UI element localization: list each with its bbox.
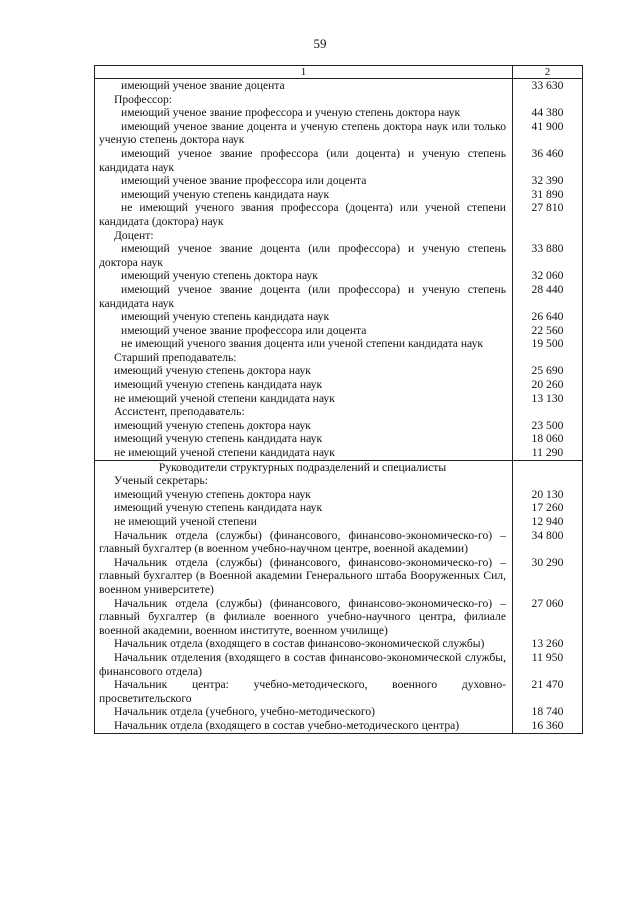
position-description: имеющий ученую степень доктора наук	[95, 488, 513, 502]
salary-value: 33 880	[513, 242, 583, 269]
salary-value: 36 460	[513, 147, 583, 174]
table-row	[95, 419, 583, 433]
column-header-2: 2	[513, 66, 583, 79]
position-description: Доцент:	[95, 229, 513, 243]
salary-value	[513, 93, 583, 107]
table-row	[95, 556, 583, 597]
section-title-row	[95, 460, 583, 474]
salary-value: 12 940	[513, 515, 583, 529]
position-description: имеющий ученую степень кандидата наук	[95, 432, 513, 446]
salary-value: 17 260	[513, 501, 583, 515]
table-row	[95, 597, 583, 638]
salary-value: 34 800	[513, 529, 583, 556]
table-row	[95, 719, 583, 733]
position-description: имеющий ученое звание доцента (или профессора) и ученую степень кандидата наук	[95, 283, 513, 310]
position-description: Начальник отдела (службы) (финансового, финансово-экономическо-го) – главный бухгалтер (в Военной академии Генерального штаба Вооруженных Сил, военном университете)	[95, 556, 513, 597]
table-row	[95, 501, 583, 515]
table-row	[95, 269, 583, 283]
section-header	[95, 460, 583, 474]
position-description: имеющий ученое звание профессора или доцента	[95, 174, 513, 188]
table-row	[95, 392, 583, 406]
section-title: Руководители структурных подразделений и специалисты	[95, 460, 513, 474]
table-row	[95, 310, 583, 324]
position-description: имеющий ученое звание профессора или доцента	[95, 324, 513, 338]
table-row	[95, 529, 583, 556]
table-row	[95, 147, 583, 174]
table-row	[95, 405, 583, 419]
salary-value: 18 060	[513, 432, 583, 446]
position-description: имеющий ученую степень кандидата наук	[95, 378, 513, 392]
position-description: не имеющий ученой степени кандидата наук	[95, 392, 513, 406]
table-row	[95, 474, 583, 488]
table-row	[95, 337, 583, 351]
table-row	[95, 283, 583, 310]
salary-value: 11 290	[513, 446, 583, 460]
position-description: Начальник отдела (входящего в состав учебно-методического центра)	[95, 719, 513, 733]
managers-group	[95, 474, 583, 733]
salary-value: 27 060	[513, 597, 583, 638]
page-number: 59	[313, 36, 327, 51]
salary-value: 22 560	[513, 324, 583, 338]
salary-value: 31 890	[513, 188, 583, 202]
salary-value	[513, 474, 583, 488]
position-description: Начальник отдела (входящего в состав финансово-экономической службы)	[95, 637, 513, 651]
position-description: Начальник отдела (учебного, учебно-методического)	[95, 705, 513, 719]
salary-value	[513, 229, 583, 243]
salary-value: 41 900	[513, 120, 583, 147]
table-row	[95, 120, 583, 147]
position-description: Начальник отделения (входящего в состав финансово-экономической службы, финансового отдела)	[95, 651, 513, 678]
salary-value: 19 500	[513, 337, 583, 351]
position-description: Профессор:	[95, 93, 513, 107]
position-description: имеющий ученое звание профессора (или доцента) и ученую степень кандидата наук	[95, 147, 513, 174]
position-description: имеющий ученое звание доцента (или профессора) и ученую степень доктора наук	[95, 242, 513, 269]
table-row	[95, 378, 583, 392]
salary-table	[94, 65, 583, 734]
table-row	[95, 432, 583, 446]
position-description: имеющий ученое звание доцента	[95, 79, 513, 93]
position-description: Начальник отдела (службы) (финансового, финансово-экономическо-го) – главный бухгалтер (в военном учебно-научном центре, военной академии)	[95, 529, 513, 556]
salary-value: 20 130	[513, 488, 583, 502]
salary-value: 28 440	[513, 283, 583, 310]
position-description: имеющий ученое звание доцента и ученую степень доктора наук или только ученую степень доктора наук	[95, 120, 513, 147]
section-title-value	[513, 460, 583, 474]
table-row	[95, 93, 583, 107]
salary-value: 32 390	[513, 174, 583, 188]
position-description: не имеющий ученого звания профессора (доцента) или ученой степени кандидата (доктора) наук	[95, 201, 513, 228]
table-row	[95, 651, 583, 678]
salary-value: 44 380	[513, 106, 583, 120]
salary-value: 27 810	[513, 201, 583, 228]
table-row	[95, 174, 583, 188]
table-row	[95, 79, 583, 93]
column-header-1: 1	[95, 66, 513, 79]
salary-value: 13 260	[513, 637, 583, 651]
table-row	[95, 637, 583, 651]
salary-value: 16 360	[513, 719, 583, 733]
salary-value	[513, 351, 583, 365]
salary-value: 13 130	[513, 392, 583, 406]
position-description: имеющий ученую степень доктора наук	[95, 269, 513, 283]
table-row	[95, 106, 583, 120]
teaching-staff-group	[95, 79, 583, 461]
table-row	[95, 488, 583, 502]
table-row	[95, 229, 583, 243]
position-description: не имеющий ученой степени кандидата наук	[95, 446, 513, 460]
table-row	[95, 446, 583, 460]
position-description: Старший преподаватель:	[95, 351, 513, 365]
table-row	[95, 705, 583, 719]
position-description: Ученый секретарь:	[95, 474, 513, 488]
table-row	[95, 242, 583, 269]
table-row	[95, 188, 583, 202]
position-description: Начальник отдела (службы) (финансового, финансово-экономическо-го) – главный бухгалтер (в филиале военного учебно-научного центра, филиале военной академии, военном институте, военном училище)	[95, 597, 513, 638]
salary-value: 33 630	[513, 79, 583, 93]
salary-value: 23 500	[513, 419, 583, 433]
table-row	[95, 678, 583, 705]
position-description: имеющий ученое звание профессора и ученую степень доктора наук	[95, 106, 513, 120]
position-description: имеющий ученую степень доктора наук	[95, 419, 513, 433]
salary-value: 18 740	[513, 705, 583, 719]
position-description: имеющий ученую степень кандидата наук	[95, 188, 513, 202]
position-description: имеющий ученую степень кандидата наук	[95, 310, 513, 324]
table-header-row	[95, 66, 583, 79]
salary-value: 11 950	[513, 651, 583, 678]
salary-value: 26 640	[513, 310, 583, 324]
table-row	[95, 351, 583, 365]
table-row	[95, 324, 583, 338]
position-description: не имеющий ученого звания доцента или ученой степени кандидата наук	[95, 337, 513, 351]
salary-value: 30 290	[513, 556, 583, 597]
table-row	[95, 515, 583, 529]
salary-value: 21 470	[513, 678, 583, 705]
position-description: имеющий ученую степень доктора наук	[95, 364, 513, 378]
salary-value: 32 060	[513, 269, 583, 283]
position-description: имеющий ученую степень кандидата наук	[95, 501, 513, 515]
salary-value: 20 260	[513, 378, 583, 392]
position-description: Ассистент, преподаватель:	[95, 405, 513, 419]
salary-value: 25 690	[513, 364, 583, 378]
table-row	[95, 201, 583, 228]
salary-value	[513, 405, 583, 419]
table-row	[95, 364, 583, 378]
position-description: Начальник центра: учебно-методического, военного духовно-просветительского	[95, 678, 513, 705]
position-description: не имеющий ученой степени	[95, 515, 513, 529]
